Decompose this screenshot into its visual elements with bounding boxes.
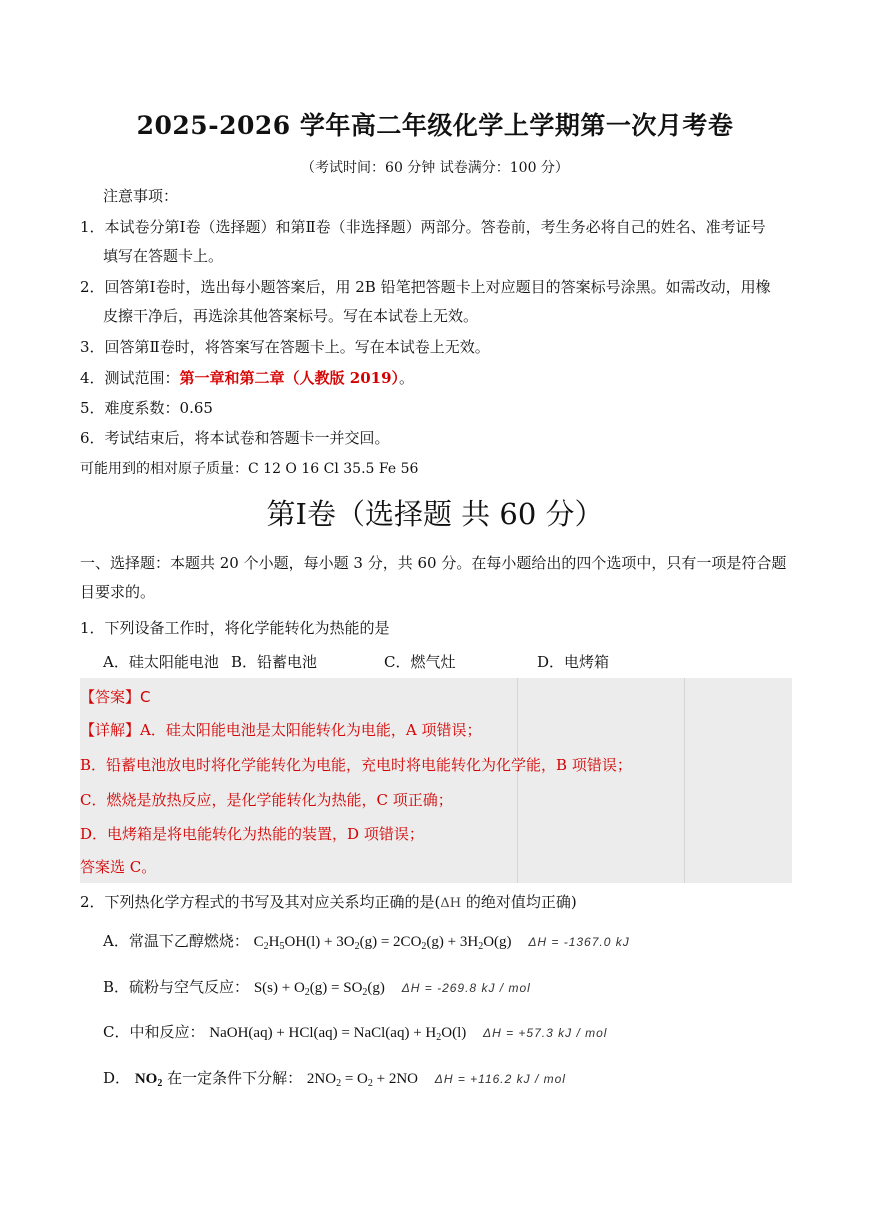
detail-label: 【详解】 bbox=[80, 721, 141, 739]
equation-ethanol: $C_2H_5OH(l) + 3O_2(g) = 2CO_2(g) + 3H_2O(g)$ bbox=[253, 934, 512, 952]
answer-block bbox=[80, 678, 792, 883]
q2-option-d-dh: ΔH = +116.2 kJ / mol bbox=[434, 1072, 566, 1086]
q1-answer bbox=[80, 687, 151, 707]
q2-option-d-label-b: 在一定条件下分解： bbox=[167, 1069, 303, 1087]
q2-stem-a: 2．下列热化学方程式的书写及其对应关系均正确的是( bbox=[80, 893, 441, 911]
equation-no2: $2NO_2 = O_2 + 2NO$ bbox=[306, 1071, 418, 1089]
answer-label: 【答案】 bbox=[80, 688, 141, 706]
atomic-masses: 可能用到的相对原子质量：C 12 O 16 Cl 35.5 Fe 56 bbox=[80, 461, 419, 477]
q1-option-d: D．电烤箱 bbox=[537, 653, 610, 671]
section-title: 第Ⅰ卷（选择题 共 60 分） bbox=[266, 497, 604, 531]
note-4 bbox=[80, 368, 414, 388]
q2-option-c-dh: ΔH = +57.3 kJ / mol bbox=[483, 1026, 608, 1040]
test-range: 第一章和第二章（人教版 2019） bbox=[179, 369, 400, 387]
note-6: 6．考试结束后，将本试卷和答题卡一并交回。 bbox=[80, 429, 390, 447]
note-4-label: 4．测试范围： bbox=[80, 369, 180, 387]
q2-option-c-label: C．中和反应： bbox=[103, 1023, 205, 1041]
note-5: 5．难度系数：0.65 bbox=[80, 399, 213, 417]
note-4-end: 。 bbox=[399, 369, 415, 387]
q2-option-a-label: A．常温下乙醇燃烧： bbox=[103, 932, 249, 950]
q2-option-d-label: D． bbox=[103, 1069, 131, 1087]
detail-a: A．硅太阳能电池是太阳能转化为电能，A 项错误； bbox=[140, 721, 482, 739]
q2-option-b-dh: ΔH = -269.8 kJ / mol bbox=[401, 981, 531, 995]
q1-detail-4: D．电烤箱是将电能转化为热能的装置，D 项错误； bbox=[80, 825, 424, 843]
q2-stem-dh: ΔH bbox=[440, 896, 462, 911]
answer-value: C bbox=[140, 688, 151, 706]
q1-detail-3: C．燃烧是放热反应，是化学能转化为热能，C 项正确； bbox=[80, 791, 453, 809]
q1-detail-1 bbox=[80, 720, 481, 740]
q2-option-a bbox=[103, 931, 630, 952]
q1-option-a: A．硅太阳能电池 bbox=[103, 653, 219, 671]
q1-option-c: C．燃气灶 bbox=[384, 653, 456, 671]
equation-sulfur: $S(s) + O_2(g) = SO_2(g)$ bbox=[253, 980, 385, 998]
exam-title: 2025-2026 学年高二年级化学上学期第一次月考卷 bbox=[136, 111, 734, 140]
q2-stem bbox=[80, 892, 577, 914]
q2-stem-b: 的绝对值均正确) bbox=[461, 893, 577, 911]
note-1-cont: 填写在答题卡上。 bbox=[103, 247, 224, 265]
note-3: 3．回答第Ⅱ卷时，将答案写在答题卡上。写在本试卷上无效。 bbox=[80, 338, 490, 356]
note-2: 2．回答第Ⅰ卷时，选出每小题答案后，用 2B 铅笔把答题卡上对应题目的答案标号涂黑。如需改动，用橡 bbox=[80, 278, 771, 296]
note-2-cont: 皮擦干净后，再选涂其他答案标号。写在本试卷上无效。 bbox=[103, 307, 479, 325]
no2-formula: $NO_2$ bbox=[134, 1071, 163, 1089]
section-instructions-cont: 目要求的。 bbox=[80, 583, 156, 601]
equation-neutralization: NaOH(aq) + HCl(aq) = NaCl(aq) + $H_2O(l)$ bbox=[209, 1025, 467, 1043]
q1-detail-5: 答案选 C。 bbox=[80, 858, 157, 876]
q1-option-b: B．铅蓄电池 bbox=[231, 653, 318, 671]
section-instructions: 一、选择题：本题共 20 个小题，每小题 3 分，共 60 分。在每小题给出的四个选项中，只有一项是符合题 bbox=[80, 554, 787, 572]
q1-stem: 1．下列设备工作时，将化学能转化为热能的是 bbox=[80, 619, 390, 637]
exam-subtitle: （考试时间：60 分钟 试卷满分：100 分） bbox=[301, 160, 569, 176]
q2-option-a-dh: ΔH = -1367.0 kJ bbox=[528, 935, 630, 949]
q1-detail-2: B．铅蓄电池放电时将化学能转化为电能，充电时将电能转化为化学能，B 项错误； bbox=[80, 756, 632, 774]
notes-heading: 注意事项： bbox=[103, 187, 179, 205]
q2-option-d bbox=[103, 1068, 566, 1089]
q2-option-b bbox=[103, 977, 531, 998]
note-1: 1．本试卷分第Ⅰ卷（选择题）和第Ⅱ卷（非选择题）两部分。答卷前，考生务必将自己的姓名、准考证号 bbox=[80, 218, 766, 236]
q2-option-b-label: B．硫粉与空气反应： bbox=[103, 978, 250, 996]
q2-option-c bbox=[103, 1022, 607, 1043]
